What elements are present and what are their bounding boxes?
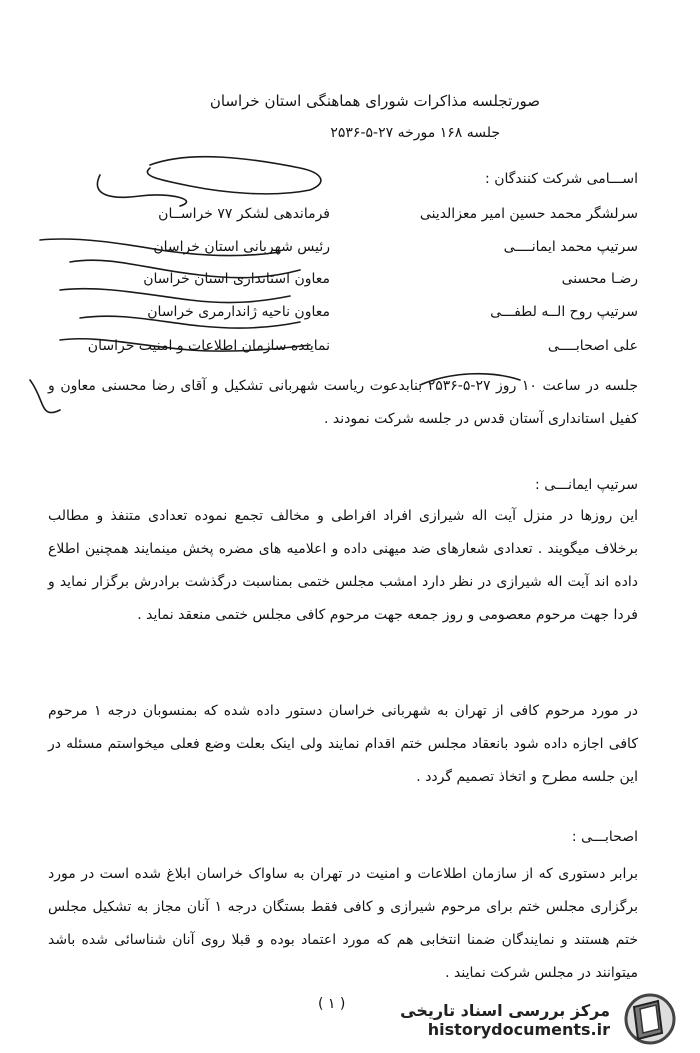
signature-stroke — [147, 157, 321, 194]
participant-role: فرماندهی لشکر ۷۷ خراســان — [158, 206, 330, 222]
page-number: ( ۱ ) — [318, 996, 346, 1012]
watermark-logo-icon — [618, 989, 678, 1045]
watermark-url: historydocuments.ir — [427, 1020, 610, 1039]
participant-name: سرتیپ محمد ایمانــــی — [503, 239, 638, 255]
participant-name: سرلشگر محمد حسین امیر معزالدینی — [419, 206, 638, 222]
signature-stroke — [60, 289, 290, 303]
speaker-heading: سرتیپ ایمانـــی : — [535, 477, 638, 493]
signature-stroke — [97, 175, 186, 206]
participant-name: سرتیپ روح الــه لطفـــی — [490, 304, 638, 320]
participant-role: معاون استانداری استان خراسان — [143, 271, 330, 287]
speaker-heading: اصحابـــی : — [571, 829, 638, 845]
session-date: جلسه ۱۶۸ مورخه ۲۷-۵-۲۵۳۶ — [330, 125, 500, 141]
participant-role: رئیس شهربانی استان خراسان — [153, 239, 330, 255]
intro-paragraph: جلسه در ساعت ۱۰ روز ۲۷-۵-۲۵۳۶ بنابدعوت ریاست شهربانی تشکیل و آقای رضا محسنی معاون و کفیل استانداری آستان قدس در جلسه شرکت نمودند . — [48, 378, 638, 427]
participant-name: رضـا محسنی — [561, 271, 638, 287]
participant-name: علی اصحابــــی — [547, 338, 638, 354]
body-paragraph: برابر دستوری که از سازمان اطلاعات و امنیت در تهران به ساواک خراسان ابلاغ شده است در مورد برگزاری مجلس ختم برای مرحوم شیرازی و کافی فقط بستگان درجه ۱ آنان مجاز به تشکیل مجلس ختم هستند و نمایندگان ضمنا انتخابی هم که مورد اعتماد بوده و قبلا روی آنان شناسائی شده باشد میتوانند در مجلس شرکت نمایند . — [48, 866, 639, 981]
participant-role: نماینده سازمان اطلاعات و امنیت خراسان — [87, 338, 330, 354]
body-paragraph: این روزها در منزل آیت اله شیرازی افراد افراطی و مخالف تجمع نموده تعدادی متنفذ و مطالب برخلاف میگویند . تعدادی شعارهای ضد میهنی داده و اعلامیه های مضره پخش مینمایند همچنین اطلاع داده اند آیت اله شیرازی در نظر دارد امشب مجلس ختمی بمناسبت درگذشت برادرش برگزار نماید و فردا جهت مرحوم معصومی و روز جمعه جهت مرحوم کافی مجلس ختمی منعقد نماید . — [48, 508, 638, 623]
body-paragraph: در مورد مرحوم کافی از تهران به شهربانی خراسان دستور داده شده که بمنسوبان درجه ۱ مرحوم کافی اجازه داده شود بانعقاد مجلس ختم اقدام نمایند ولی اینک بعلت وضع فعلی میخواستم مسئله در این جلسه مطرح و اتخاذ تصمیم گردد . — [48, 703, 638, 785]
participants-heading: اســـامی شرکت کنندگان : — [485, 171, 638, 187]
participant-role: معاون ناحیه ژاندارمری خراسان — [147, 304, 330, 320]
watermark — [400, 1001, 610, 1039]
watermark-name: مرکز بررسی اسناد تاریخی — [400, 1001, 610, 1020]
document-title: صورتجلسه مذاکرات شورای هماهنگی استان خراسان — [209, 92, 540, 110]
